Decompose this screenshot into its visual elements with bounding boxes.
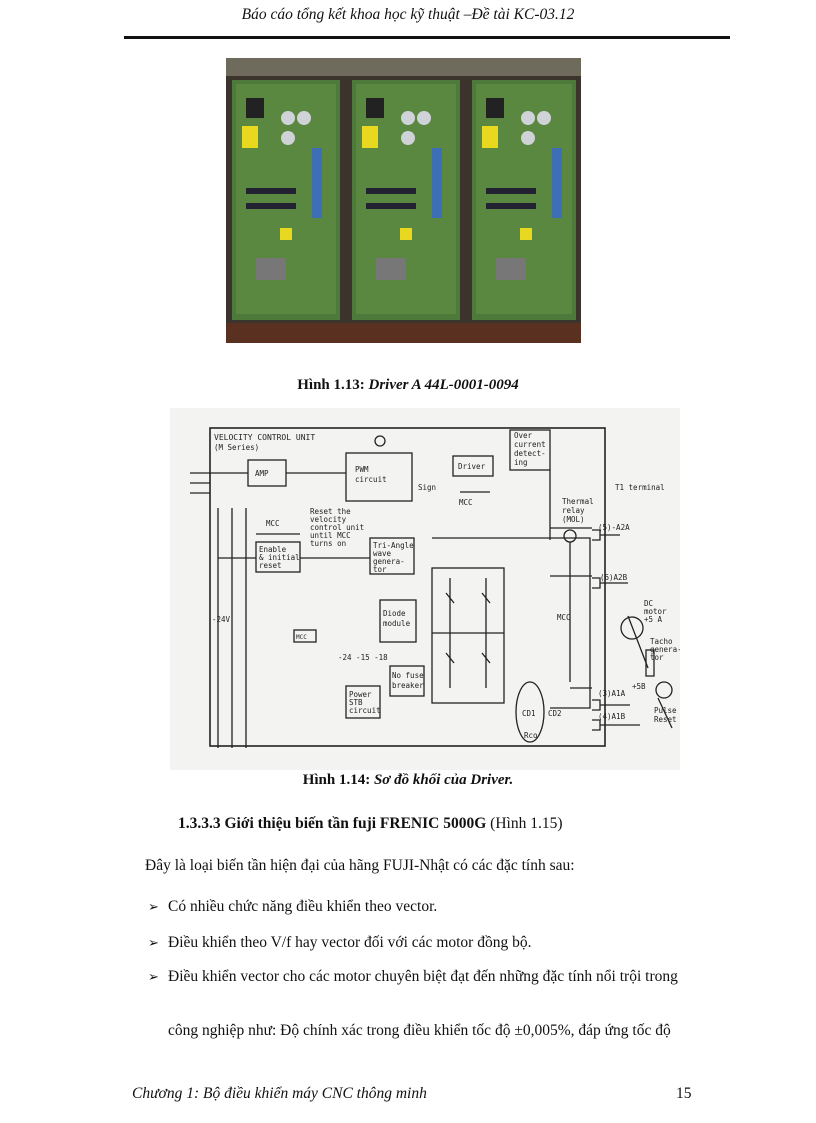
tri-3: genera-: [373, 557, 405, 566]
reset-5: turns on: [310, 539, 347, 548]
section-figure-ref: (Hình 1.15): [490, 815, 563, 832]
section-heading-text: 1.3.3.3 Giới thiệu biến tần fuji FRENIC 5000G: [178, 815, 487, 832]
reset-4: until MCC: [310, 531, 351, 540]
arrow-bullet-icon: ➢: [148, 969, 159, 984]
voltages-label: -24 -15 -18: [338, 653, 388, 662]
plus5b-label: +5B: [632, 682, 646, 691]
section-heading: [178, 815, 562, 833]
board-1: [232, 80, 340, 320]
t5a2a-label: (5)-A2A: [598, 523, 630, 532]
reset-1: Reset the: [310, 507, 351, 516]
header-rule: [124, 36, 730, 39]
thermal-3: (MOL): [562, 515, 585, 524]
cd1-label: CD1: [522, 709, 536, 718]
power-3: circuit: [349, 706, 381, 715]
dc-motor-2: motor: [644, 607, 667, 616]
mcc-right: MCC: [557, 613, 571, 622]
bullet-item-1: [148, 898, 437, 916]
oc-2: current: [514, 440, 546, 449]
page-number: 15: [676, 1085, 692, 1102]
bullet-text: Điều khiển theo V/f hay vector đối với các motor đồng bộ.: [168, 934, 532, 951]
nofuse-2: breaker: [392, 681, 424, 690]
dc-motor-3: +5 A: [644, 615, 663, 624]
figure-2-title: Sơ đồ khối của Driver.: [373, 772, 514, 788]
pwm-label-2: circuit: [355, 475, 387, 484]
board-3: [472, 80, 576, 320]
figure-1-label: Hình 1.13:: [297, 377, 365, 393]
page-header: Báo cáo tổng kết khoa học kỹ thuật –Đề tài KC-03.12: [241, 6, 575, 23]
pulse-2: Reset: [654, 715, 677, 724]
mcc-label: MCC: [266, 519, 280, 528]
bullet-item-3-continuation: công nghiệp như: Độ chính xác trong điều khiển tốc độ ±0,005%, đáp ứng tốc độ: [168, 1022, 671, 1039]
figure-1-title: Driver A 44L-0001-0094: [368, 377, 519, 393]
sign-label: Sign: [418, 483, 437, 492]
driver-label: Driver: [458, 462, 486, 471]
amp-label: AMP: [255, 469, 269, 478]
driver-block-diagram: [170, 408, 680, 770]
board-2: [352, 80, 460, 320]
figure-2-caption: [0, 772, 816, 789]
unit-series: (M Series): [214, 443, 260, 452]
t6a2b-label: (6)A2B: [600, 573, 628, 582]
pwm-label-1: PWM: [355, 465, 369, 474]
tri-1: Tri-Angle: [373, 541, 414, 550]
power-1: Power: [349, 690, 372, 699]
tri-4: tor: [373, 565, 387, 574]
thermal-1: Thermal: [562, 497, 594, 506]
enable-2: & initial: [259, 553, 300, 562]
t1-label: T1 terminal: [615, 483, 665, 492]
oc-1: Over: [514, 431, 533, 440]
enable-3: reset: [259, 561, 282, 570]
bullet-item-2: [148, 934, 531, 952]
cd2-label: CD2: [548, 709, 562, 718]
mcc-left: MCC: [296, 634, 307, 641]
pulse-1: Pulse: [654, 706, 677, 715]
nofuse-1: No fuse: [392, 671, 424, 680]
bullet-text: Điều khiển vector cho các motor chuyên biệt đạt đến những đặc tính nổi trội trong: [168, 968, 678, 985]
tacho-1: Tacho: [650, 637, 673, 646]
enable-1: Enable: [259, 545, 287, 554]
rco-label: Rco: [524, 731, 538, 740]
v24-label: -24V: [212, 615, 231, 624]
diode-2: module: [383, 619, 411, 628]
intro-paragraph: Đây là loại biến tần hiện đại của hãng FUJI-Nhật có các đặc tính sau:: [145, 857, 575, 874]
t4a1b-label: (4)A1B: [598, 712, 626, 721]
dc-motor-1: DC: [644, 599, 654, 608]
oc-4: ing: [514, 458, 528, 467]
arrow-bullet-icon: ➢: [148, 935, 159, 950]
reset-2: velocity: [310, 515, 347, 524]
thermal-2: relay: [562, 506, 585, 515]
tacho-3: tor: [650, 653, 664, 662]
tacho-2: genera-: [650, 645, 680, 654]
footer-chapter: Chương 1: Bộ điều khiển máy CNC thông minh: [132, 1085, 427, 1102]
driver-boards-photo: [226, 58, 581, 343]
tri-2: wave: [373, 549, 392, 558]
bullet-item-3: [148, 968, 678, 986]
mcc-top-label: MCC: [459, 498, 473, 507]
t3a1a-label: (3)A1A: [598, 689, 626, 698]
power-2: STB: [349, 698, 363, 707]
reset-3: control unit: [310, 523, 365, 532]
oc-3: detect-: [514, 449, 546, 458]
bullet-text: Có nhiều chức năng điều khiển theo vector.: [168, 898, 438, 915]
arrow-bullet-icon: ➢: [148, 899, 159, 914]
unit-title: VELOCITY CONTROL UNIT: [214, 433, 316, 442]
diode-1: Diode: [383, 609, 406, 618]
figure-2-label: Hình 1.14:: [302, 772, 371, 788]
figure-1-caption: [0, 377, 816, 394]
